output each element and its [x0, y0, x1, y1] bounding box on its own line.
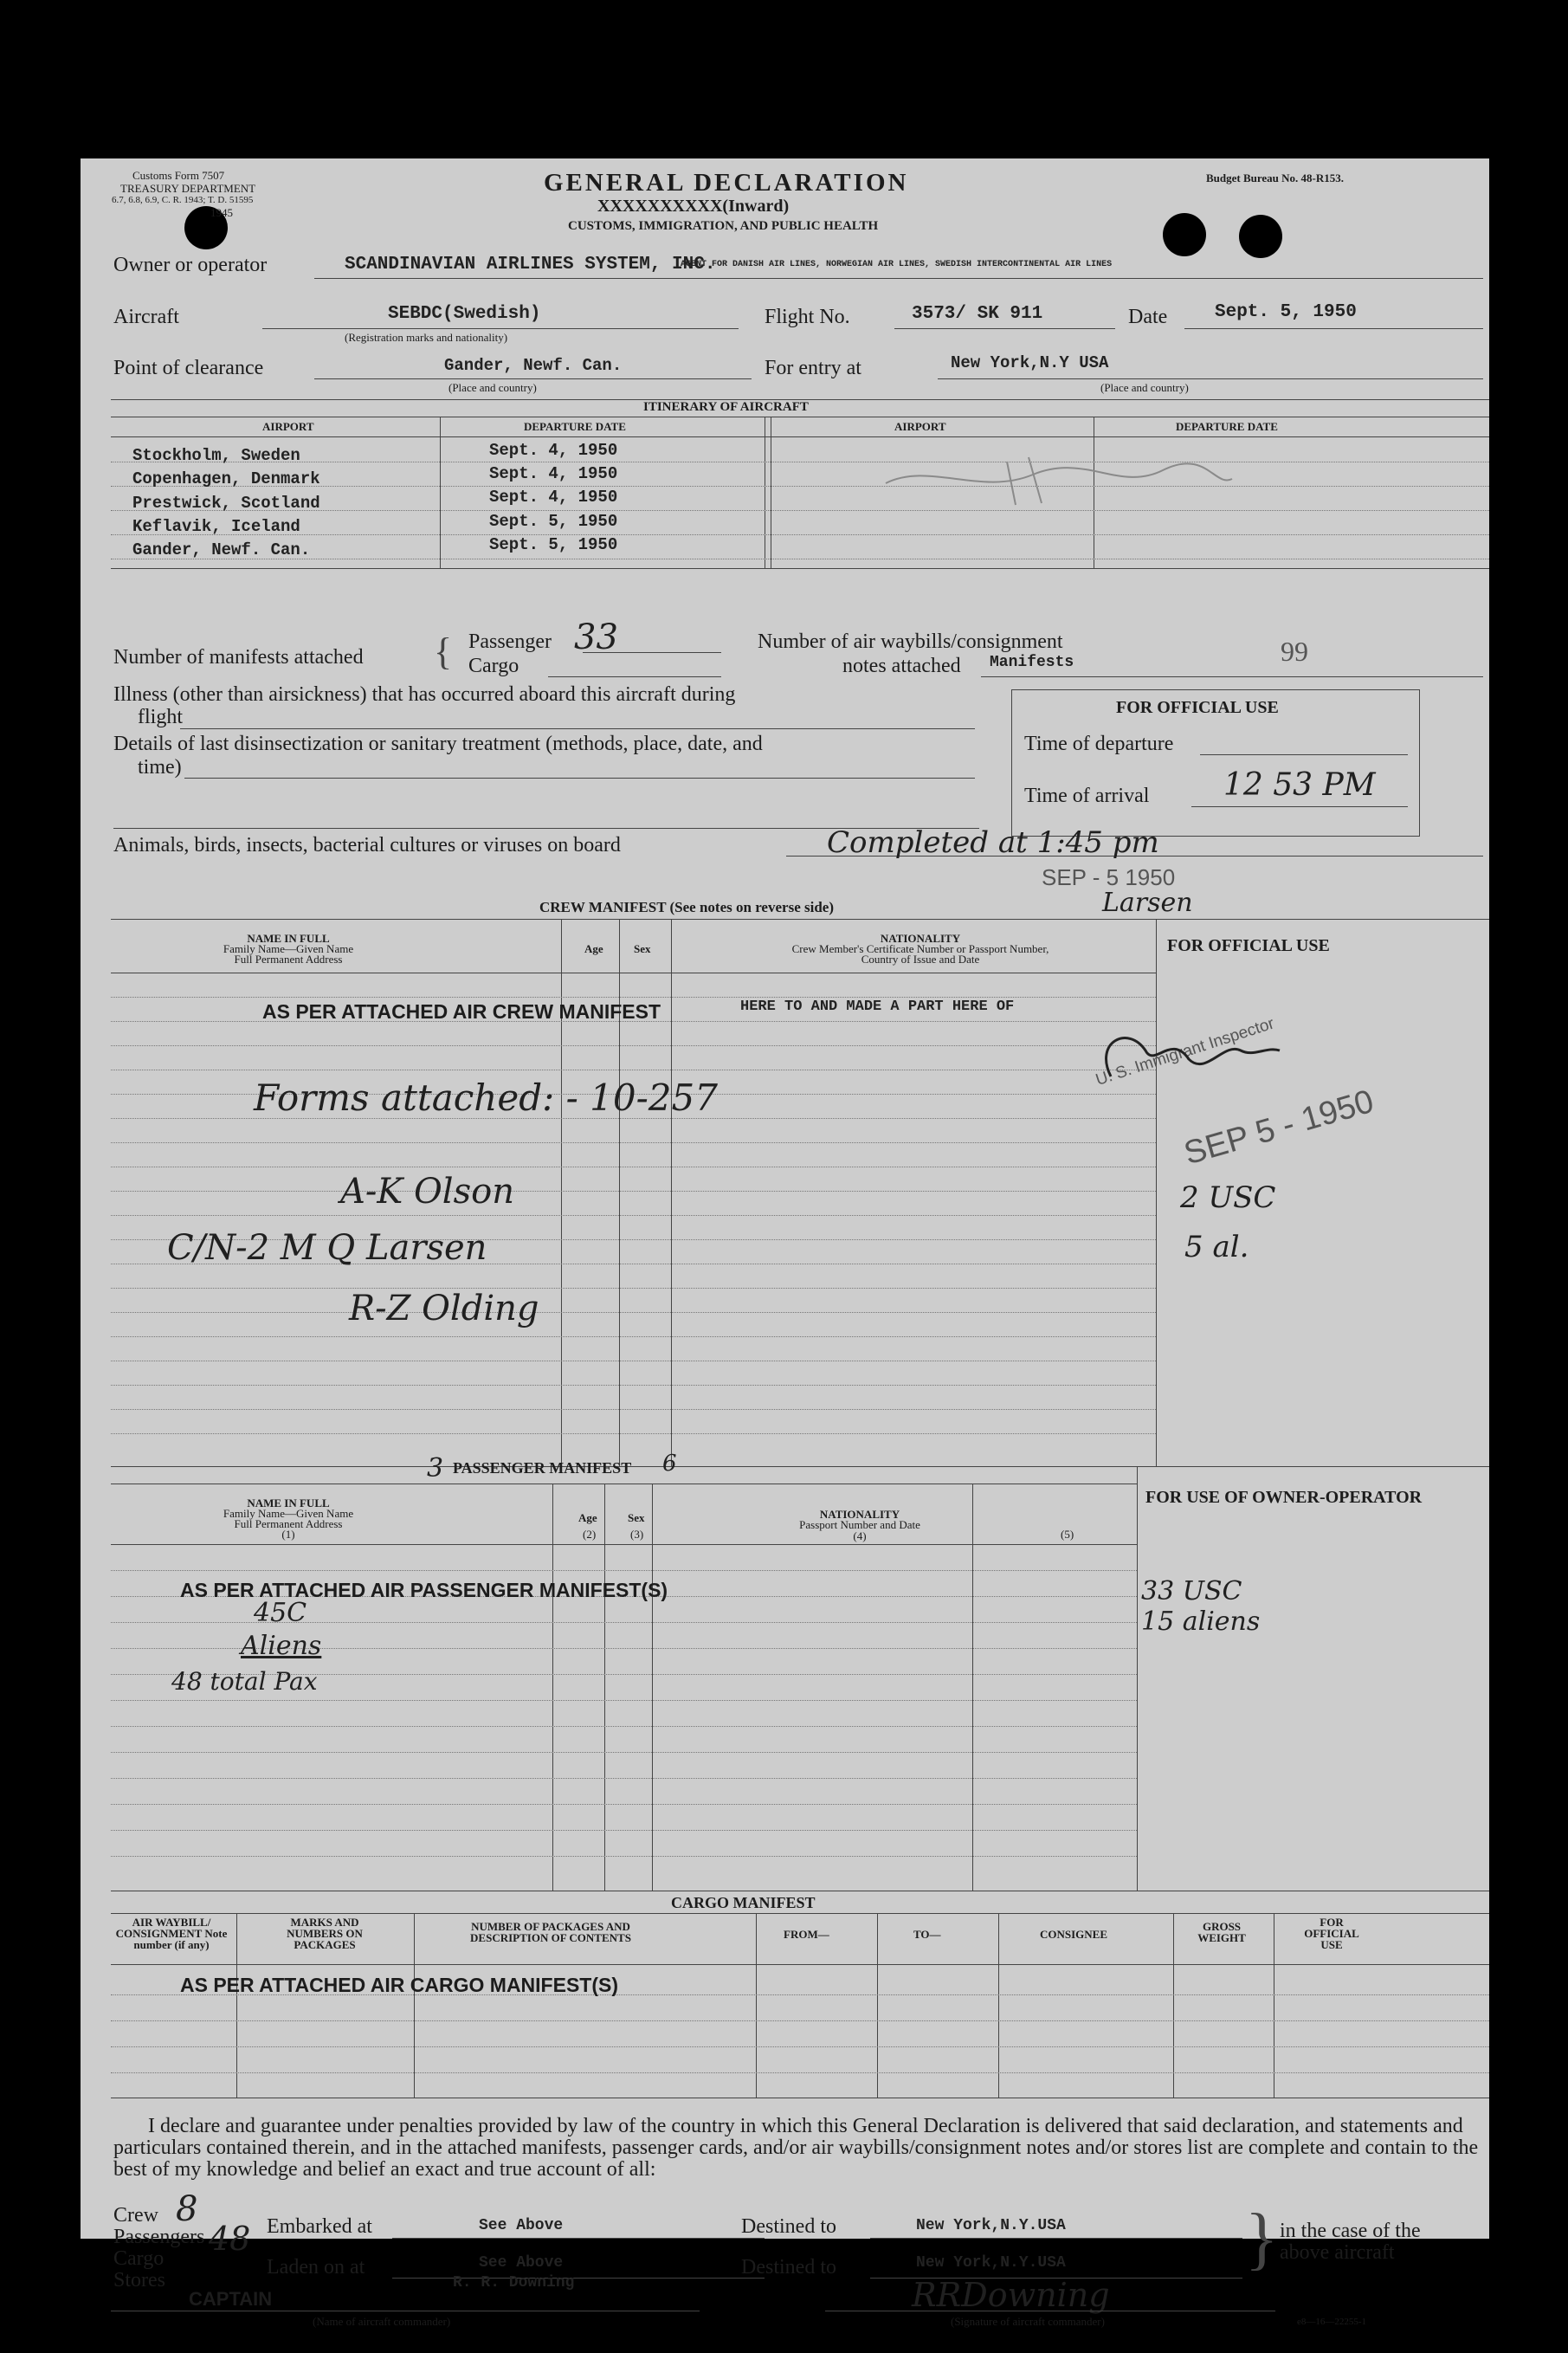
- passenger-h-name: NAME IN FULL: [247, 1496, 330, 1509]
- budget-bureau: Budget Bureau No. 48-R153.: [1206, 171, 1345, 184]
- passenger-h-owner: FOR USE OF OWNER-OPERATOR: [1145, 1488, 1423, 1507]
- itinerary-h-airport: AIRPORT: [262, 420, 314, 433]
- departure-time-label: Time of departure: [1024, 733, 1174, 755]
- declaration-form: Customs Form 7507 TREASURY DEPARTMENT 6.7, 6.8, 6.9, C. R. 1943; T. D. 51595 1945 GENERAL DECLARATION XXXXXXXXXX(Inward) CUSTOMS, IMMIGRATION, AND PUBLIC HEALTH Budget Bureau No. 48-R153. Owner or operator SCANDINAVIAN AIRLINES SYSTEM, INC. AGENT FOR DANISH AIR LINES, NORWEGIAN AIR LINES, SWEDISH INTERCONTINENTAL AIR LINES Aircraft SEBDC(Swedish) (Registration marks and nationality) Flight No. 3573/ SK 911 Date Sept. 5, 1950 Point of clearance Gander, Newf. Can. (Place and country) For entry at New York,N.Y USA (Place and country) ITINERARY OF AIRCRAFT AIRPORT DEPARTURE DATE AIRPORT DEPARTURE DATE Stockholm, Sweden Sept. 4, 1950 Copenhagen, Denmark Sept. 4, 1950 Prestwick, Scotland Sept. 4, 1950 Keflavik, Iceland Sept. 5, 1950 Gander, Newf. Can. Sept. 5, 1950 Number of manifests attached { Passenger Cargo 33 Number of air waybills/consignment notes attached Manifests 99 Illness (other than airsickness) that has occurred aboard this aircraft during flight Details of last disinsectization or sanitary treatment (methods, place, date, and time) FOR OFFICIAL USE Time of departure Time of arrival 12 53 PM Animals, birds, insects, bacterial cultures or viruses on board Completed at 1:45 pm SEP - 5 1950 Larsen CREW MANIFEST (See notes on reverse side) NAME IN FULL Family Name—Given Name Full Permanent Address Age Sex NATIONALITY Crew Member's Certificate Number or Passport Number, Country of Issue and Date FOR OFFICIAL USE AS PER ATTACHED AIR CREW MANIFEST HERE TO AND MADE A PART HERE OF Forms attached: - 10-257 A-K Olson C/N-2 M Q Larsen R-Z Olding 2 USC 5 al. U. S. Immigrant Inspector SEP 5 - 1950 3 PASSENGER MANIFEST 6 FOR USE OF OWNER-OPERATOR NAME IN FULL Family Name—Given Name Full Permanent Address (1) Age (2) Sex (3) NATIONALITY Passport Number and Date (4) (5) AS PER ATTACHED AIR PASSENGER MANIFEST(S) 45C Aliens 48 total Pax 33 USC 15 aliens CARGO MANIFEST AIR WAYBILL/ CONSIGNMENT Note number (if any) MARKS AND NUMBERS ON PACKAGES NUMBER OF PACKAGES AND DESCRIPTION OF CONTENTS FROM— TO— CONSIGNEE GROSS WEIGHT FOR OFFICIAL USE AS PER ATTACHED AIR CARGO MANIFEST(S) I declare and guarantee under penalties provided by law of the country in which this General Declaration is delivered that said declaration, and statements and particulars contained therein, and in the attached manifests, passenger cards, and/or air waybills/consignment notes and/or stores list are complete and contain to the best of my knowledge and belief an exact and true account of all: Crew Passengers Cargo Stores 8 48 Embarked at See Above Laden on at See Above R. R. Downing Destined to New York,N.Y.USA Destined to New York,N.Y.USA } in the case of the above aircraft CAPTAIN (Name of aircraft commander) RRDowning (Signature of aircraft commander) e8—16—22255-1: [81, 158, 1489, 2239]
- clearance-value: Gander, Newf. Can.: [444, 356, 623, 375]
- entry-value: New York,N.Y USA: [951, 353, 1109, 372]
- owner-value: SCANDINAVIAN AIRLINES SYSTEM, INC.: [345, 255, 716, 275]
- incase-text-2: above aircraft: [1280, 2241, 1395, 2264]
- waybills-typed: Manifests: [990, 654, 1074, 671]
- disinsect-label: Details of last disinsectization or sanitary treatment (methods, place, date, and: [113, 733, 763, 755]
- crew-h-name: NAME IN FULL: [247, 932, 330, 945]
- cargo-h-to: TO—: [913, 1928, 941, 1941]
- arrival-time-hw: 12 53 PM: [1223, 767, 1376, 803]
- arrival-time-label: Time of arrival: [1024, 785, 1150, 807]
- passenger-h-sex: Sex: [628, 1511, 645, 1524]
- commander-signature: RRDowning: [912, 2276, 1110, 2314]
- crew-h-age: Age: [584, 942, 603, 955]
- crew-hw-usc: 2 USC: [1180, 1180, 1276, 1215]
- illness-label-2: flight: [138, 706, 183, 728]
- clearance-sub: (Place and country): [448, 381, 537, 394]
- cargo-h-consignee: CONSIGNEE: [1040, 1928, 1108, 1941]
- passenger-h-name-3: Full Permanent Address: [234, 1517, 343, 1530]
- itinerary-airport: Keflavik, Iceland: [132, 517, 300, 536]
- passenger-hw-aliens: Aliens: [241, 1631, 322, 1661]
- itinerary-airport: Copenhagen, Denmark: [132, 469, 320, 488]
- print-code: e8—16—22255-1: [1297, 2317, 1367, 2327]
- commander-typed: R. R. Downing: [453, 2274, 575, 2292]
- embarked-value: See Above: [479, 2217, 564, 2234]
- cargo-title: CARGO MANIFEST: [671, 1894, 816, 1911]
- official-signature: [1094, 1025, 1284, 1094]
- official-use-title: FOR OFFICIAL USE: [1116, 698, 1279, 717]
- date-value: Sept. 5, 1950: [1215, 302, 1357, 322]
- itinerary-date: Sept. 5, 1950: [489, 512, 618, 531]
- crew-attached: AS PER ATTACHED AIR CREW MANIFEST: [262, 1000, 661, 1023]
- passenger-h-num-4: (4): [853, 1529, 867, 1542]
- passenger-h-num-3: (3): [630, 1528, 644, 1541]
- destined-value-1: New York,N.Y.USA: [916, 2217, 1066, 2234]
- crew-h-official: FOR OFFICIAL USE: [1167, 936, 1330, 955]
- destined-value-2: New York,N.Y.USA: [916, 2254, 1066, 2272]
- itinerary-title: ITINERARY OF AIRCRAFT: [643, 400, 809, 414]
- owner-label: Owner or operator: [113, 254, 268, 276]
- itinerary-h-date-2: DEPARTURE DATE: [1176, 420, 1278, 433]
- crew-hw-aliens: 5 al.: [1184, 1230, 1249, 1264]
- destined-label-2: Destined to: [741, 2256, 836, 2279]
- entry-label: For entry at: [765, 357, 861, 379]
- page-title: GENERAL DECLARATION: [544, 169, 909, 197]
- itinerary-airport: Prestwick, Scotland: [132, 494, 320, 513]
- crew-h-sex: Sex: [634, 942, 651, 955]
- flight-label: Flight No.: [765, 306, 850, 328]
- disinsect-label-2: time): [138, 756, 182, 779]
- flight-value: 3573/ SK 911: [912, 304, 1043, 324]
- cargo-h-marks: MARKS AND NUMBERS ON PACKAGES: [287, 1916, 363, 1951]
- commander-name-caption: (Name of aircraft commander): [313, 2315, 451, 2328]
- decl-hw-passengers: 48: [209, 2220, 251, 2258]
- passenger-h-nat: NATIONALITY: [819, 1508, 900, 1521]
- itinerary-airport: Stockholm, Sweden: [132, 446, 300, 465]
- crew-hw-name-3: R-Z Olding: [349, 1289, 539, 1328]
- date-stamp: SEP - 5 1950: [1042, 864, 1176, 890]
- aircraft-value: SEBDC(Swedish): [388, 304, 541, 324]
- passenger-hw-usc: 45C: [254, 1598, 307, 1628]
- waybills-label-2: notes attached: [842, 655, 961, 677]
- punch-hole: [1239, 215, 1282, 258]
- decl-passengers-label: Passengers: [113, 2226, 205, 2248]
- crew-hw-forms: Forms attached: - 10-257: [254, 1076, 718, 1119]
- pencil-scribble: [877, 444, 1241, 522]
- punch-hole: [1163, 213, 1206, 256]
- laden-value: See Above: [479, 2254, 564, 2272]
- aircraft-label: Aircraft: [113, 306, 179, 328]
- crew-title: CREW MANIFEST (See notes on reverse side): [539, 899, 834, 915]
- waybills-hw: 99: [1281, 636, 1308, 667]
- cargo-h-waybill: AIR WAYBILL/ CONSIGNMENT Note number (if any): [115, 1916, 228, 1951]
- crew-hereto: HERE TO AND MADE A PART HERE OF: [740, 999, 1015, 1015]
- form-number: Customs Form 7507: [132, 169, 225, 182]
- passenger-h-age: Age: [578, 1511, 597, 1524]
- passenger-hw-total: 48 total Pax: [171, 1667, 318, 1696]
- crew-hw-name-1: A-K Olson: [340, 1172, 514, 1212]
- passenger-attached: AS PER ATTACHED AIR PASSENGER MANIFEST(S): [180, 1579, 668, 1601]
- decl-cargo-label: Cargo: [113, 2247, 165, 2270]
- owner-hw-usc: 33 USC: [1141, 1576, 1242, 1606]
- entry-sub: (Place and country): [1100, 381, 1189, 394]
- passenger-hw-prefix: 3: [427, 1453, 444, 1484]
- treasury-dept: TREASURY DEPARTMENT: [120, 182, 256, 195]
- form-year: 1945: [210, 206, 233, 219]
- crew-h-nat-3: Country of Issue and Date: [861, 953, 980, 966]
- embarked-label: Embarked at: [267, 2215, 372, 2238]
- form-subtitle-2: CUSTOMS, IMMIGRATION, AND PUBLIC HEALTH: [568, 219, 879, 233]
- captain-label: CAPTAIN: [189, 2288, 273, 2310]
- decl-crew-label: Crew: [113, 2204, 158, 2227]
- incase-text-1: in the case of the: [1280, 2220, 1421, 2242]
- passenger-h-num-5: (5): [1061, 1528, 1074, 1541]
- crew-h-nat: NATIONALITY: [880, 932, 961, 945]
- passenger-h-num-2: (2): [583, 1528, 597, 1541]
- itinerary-date: Sept. 5, 1950: [489, 535, 618, 554]
- passenger-h-num-1: (1): [281, 1528, 295, 1541]
- laden-label: Laden on at: [267, 2256, 365, 2279]
- animals-label: Animals, birds, insects, bacterial cultures or viruses on board: [113, 834, 621, 857]
- cargo-h-weight: GROSS WEIGHT: [1197, 1920, 1246, 1944]
- clearance-label: Point of clearance: [113, 357, 264, 379]
- waybills-label: Number of air waybills/consignment: [758, 630, 1063, 653]
- immigrant-inspector-stamp: U. S. Immigrant Inspector: [1094, 1014, 1277, 1089]
- itinerary-date: Sept. 4, 1950: [489, 464, 618, 483]
- form-subtitle: XXXXXXXXXX(Inward): [597, 197, 790, 216]
- passenger-h-nat-2: Passport Number and Date: [799, 1518, 920, 1531]
- crew-h-name-3: Full Permanent Address: [234, 953, 343, 966]
- cargo-h-official: FOR OFFICIAL USE: [1304, 1916, 1359, 1951]
- declaration-text: I declare and guarantee under penalties provided by law of the country in which this General Declaration is delivered that said declaration, and statements and particulars contained therein, and in the attached manifests, passenger cards, and/or air waybills/consignment notes and/or stores list are complete and contain to the best of my knowledge and belief an exact and true account of all:: [113, 2115, 1479, 2181]
- date-label: Date: [1128, 306, 1168, 328]
- itinerary-h-date: DEPARTURE DATE: [524, 420, 626, 433]
- crew-h-nat-2: Crew Member's Certificate Number or Passport Number,: [791, 942, 1049, 955]
- immigration-date-stamp: SEP 5 - 1950: [1180, 1083, 1378, 1173]
- itinerary-h-airport-2: AIRPORT: [894, 420, 946, 433]
- inspector-signature: Larsen: [1102, 888, 1193, 918]
- itinerary-airport: Gander, Newf. Can.: [132, 540, 311, 559]
- cargo-attached: AS PER ATTACHED AIR CARGO MANIFEST(S): [180, 1974, 618, 1996]
- owner-agent: AGENT FOR DANISH AIR LINES, NORWEGIAN AIR LINES, SWEDISH INTERCONTINENTAL AIR LINES: [681, 260, 1113, 269]
- signature-caption: (Signature of aircraft commander): [951, 2315, 1105, 2328]
- passenger-title: PASSENGER MANIFEST: [453, 1459, 632, 1477]
- itinerary-date: Sept. 4, 1950: [489, 441, 618, 460]
- passenger-hw-suffix: 6: [662, 1451, 677, 1477]
- manifests-label: Number of manifests attached: [113, 646, 364, 669]
- manifest-passenger-hw: 33: [574, 617, 618, 657]
- cargo-h-packages: NUMBER OF PACKAGES AND DESCRIPTION OF CONTENTS: [470, 1920, 631, 1944]
- itinerary-date: Sept. 4, 1950: [489, 488, 618, 507]
- destined-label-1: Destined to: [741, 2215, 836, 2238]
- crew-hw-name-2: C/N-2 M Q Larsen: [167, 1228, 487, 1268]
- cargo-h-from: FROM—: [784, 1928, 829, 1941]
- decl-hw-crew: 8: [176, 2189, 198, 2229]
- manifest-cargo-label: Cargo: [468, 655, 519, 677]
- decl-stores-label: Stores: [113, 2269, 165, 2292]
- passenger-h-name-2: Family Name—Given Name: [223, 1507, 354, 1520]
- owner-hw-aliens: 15 aliens: [1141, 1606, 1261, 1637]
- aircraft-sub: (Registration marks and nationality): [345, 331, 508, 344]
- manifest-passenger-label: Passenger: [468, 630, 552, 653]
- regulations: 6.7, 6.8, 6.9, C. R. 1943; T. D. 51595: [112, 195, 254, 205]
- illness-label: Illness (other than airsickness) that has occurred aboard this aircraft during: [113, 683, 736, 706]
- animals-hw: Completed at 1:45 pm: [827, 825, 1159, 860]
- crew-h-name-2: Family Name—Given Name: [223, 942, 354, 955]
